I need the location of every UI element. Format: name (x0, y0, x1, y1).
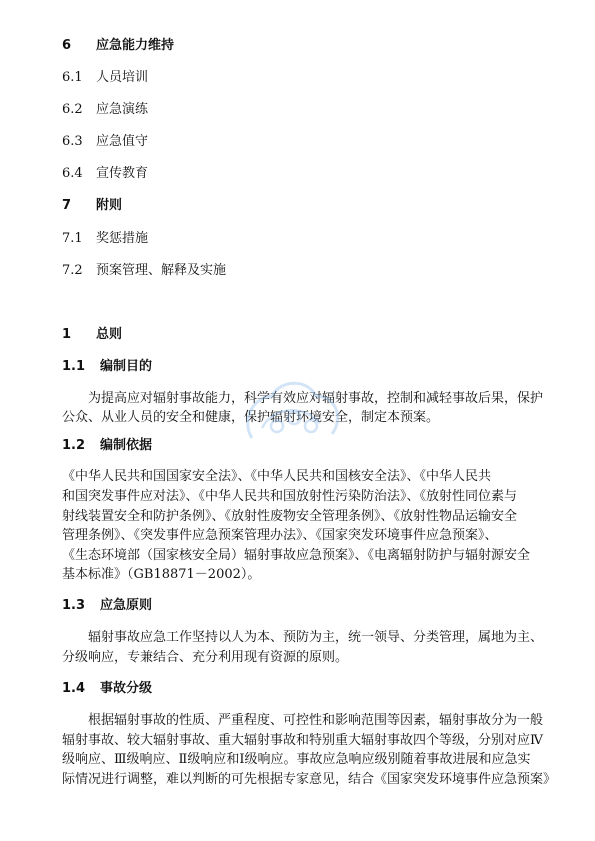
toc-label: 应急演练 (96, 102, 149, 117)
section-title: 应急原则 (100, 598, 153, 613)
toc-item-6-2 (62, 102, 148, 118)
paragraph-line: 管理条例》、《突发事件应急预案管理办法》、《国家突发环境事件应急预案》、 (62, 528, 498, 543)
toc-label: 附则 (96, 198, 123, 213)
section-number: 1 (62, 327, 72, 342)
section-1-1-heading (62, 359, 152, 375)
watermark-logo (232, 368, 352, 458)
section-number: 1.1 (62, 359, 86, 374)
section-1-2-heading (62, 438, 152, 454)
section-title: 编制依据 (100, 438, 153, 453)
toc-number: 7.1 (62, 231, 83, 246)
toc-item-7-2 (62, 263, 226, 279)
toc-item-7 (62, 198, 122, 214)
paragraph-line: 根据辐射事故的性质、严重程度、可控性和影响范围等因素，辐射事故分为一般 (88, 713, 544, 728)
toc-number: 6 (62, 38, 72, 53)
toc-label: 宣传教育 (96, 166, 149, 181)
paragraph-line: 《生态环境部（国家核安全局）辐射事故应急预案》、《电离辐射防护与辐射源安全 (62, 548, 531, 563)
section-title: 总则 (96, 327, 123, 342)
paragraph-line: 辐射事故、较大辐射事故、重大辐射事故和特别重大辐射事故四个等级，分别对应Ⅳ (62, 733, 543, 748)
section-title: 编制目的 (100, 359, 153, 374)
section-1-heading (62, 327, 122, 343)
paragraph-line: 级响应、Ⅲ级响应、Ⅱ级响应和Ⅰ级响应。事故应急响应级别随着事故进展和应急实 (62, 752, 531, 767)
paragraph-line: 和国突发事件应对法》、《中华人民共和国放射性污染防治法》、《放射性同位素与 (62, 489, 518, 504)
section-1-3-heading (62, 598, 152, 614)
toc-item-6-4 (62, 166, 148, 182)
toc-number: 7.2 (62, 263, 83, 278)
section-1-4-heading (62, 681, 152, 697)
section-number: 1.2 (62, 438, 86, 453)
paragraph-line: 射线装置安全和防护条例》、《放射性废物安全管理条例》、《放射性物品运输安全 (62, 509, 518, 524)
paragraph-line: 分级响应，专兼结合、充分利用现有资源的原则。 (62, 650, 349, 665)
watermark-icon (232, 368, 352, 458)
toc-label: 应急值守 (96, 134, 149, 149)
toc-number: 6.2 (62, 102, 83, 117)
section-number: 1.4 (62, 681, 86, 696)
toc-item-6-1 (62, 70, 148, 86)
toc-label: 奖惩措施 (96, 231, 149, 246)
toc-number: 6.3 (62, 134, 83, 149)
paragraph-line: 基本标准》（GB18871－2002）。 (62, 567, 261, 582)
paragraph-line: 《中华人民共和国国家安全法》、《中华人民共和国核安全法》、《中华人民共 (62, 469, 492, 484)
toc-item-6-3 (62, 134, 148, 150)
section-number: 1.3 (62, 598, 86, 613)
toc-item-6 (62, 38, 174, 54)
section-title: 事故分级 (100, 681, 153, 696)
toc-label: 应急能力维持 (96, 38, 175, 53)
toc-label: 预案管理、解释及实施 (96, 263, 227, 278)
toc-number: 6.1 (62, 70, 83, 85)
toc-item-7-1 (62, 231, 148, 247)
paragraph-line: 为提高应对辐射事故能力，科学有效应对辐射事故，控制和减轻事故后果，保护 (88, 391, 544, 406)
paragraph-line: 际情况进行调整，难以判断的可先根据专家意见，结合《国家突发环境事件应急预案》 (62, 772, 557, 787)
paragraph-line: 辐射事故应急工作坚持以人为本、预防为主，统一领导、分类管理，属地为主、 (88, 630, 544, 645)
toc-number: 7 (62, 198, 72, 213)
toc-number: 6.4 (62, 166, 83, 181)
paragraph-line: 公众、从业人员的安全和健康，保护辐射环境安全，制定本预案。 (62, 410, 440, 425)
toc-label: 人员培训 (96, 70, 149, 85)
